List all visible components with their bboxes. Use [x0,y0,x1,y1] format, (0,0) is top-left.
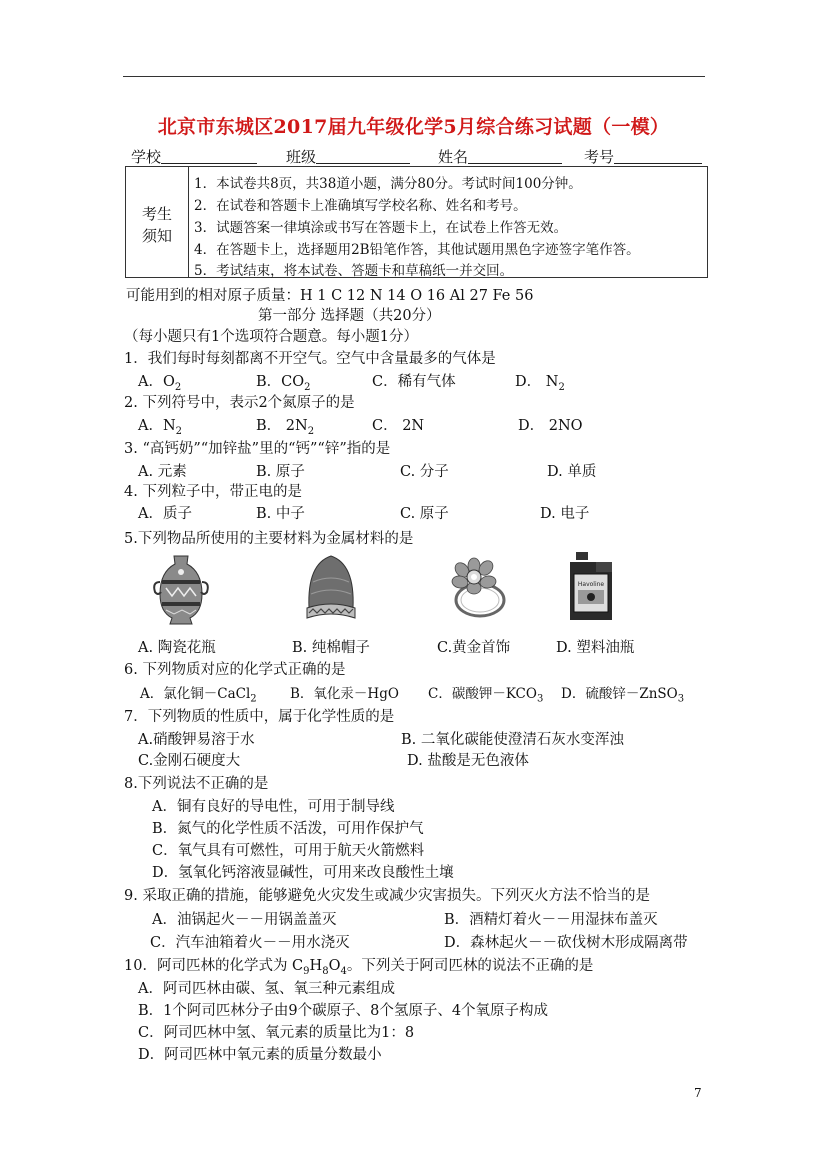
q2-option-a[interactable]: A．$N_2$ [138,418,183,437]
q8-option-a[interactable]: A．铜有良好的导电性，可用于制导线 [152,799,395,815]
q10-option-a[interactable]: A．阿司匹林由碳、氢、氧三种元素组成 [138,981,395,997]
q5-option-c[interactable]: C.黄金首饰 [437,640,511,656]
q5-option-a[interactable]: A. 陶瓷花瓶 [138,640,216,656]
bottle-brand: Havoline [577,581,605,588]
q8-option-d[interactable]: D．氢氧化钙溶液显碱性，可用来改良酸性土壤 [152,865,454,881]
q3-option-d[interactable]: D. 单质 [547,464,597,480]
name-field [438,146,562,167]
class-blank[interactable] [316,149,410,164]
number-label: 考号 [584,148,615,166]
school-field [131,146,257,167]
notice-item: 2．在试卷和答题卡上准确填写学校名称、姓名和考号。 [194,198,527,214]
q6-option-d[interactable]: D．硫酸锌－ZnSO$_3$ [561,686,685,705]
number-field [584,146,702,167]
q9-option-b[interactable]: B．酒精灯着火－－用湿抹布盖灭 [444,912,658,928]
q10-option-b[interactable]: B．1个阿司匹林分子由9个碳原子、8个氢原子、4个氧原子构成 [138,1003,549,1019]
question-5-stem: 5.下列物品所使用的主要材料为金属材料的是 [124,531,414,547]
question-3-stem: 3. “高钙奶”“加锌盐”里的“钙”“锌”指的是 [124,441,391,457]
q4-option-c[interactable]: C. 原子 [400,506,449,522]
q5-option-b[interactable]: B. 纯棉帽子 [292,640,370,656]
class-field [286,146,410,167]
q7-option-a[interactable]: A.硝酸钾易溶于水 [138,732,255,748]
q7-option-d[interactable]: D. 盐酸是无色液体 [407,753,529,769]
notice-label-cell [126,167,189,277]
notice-label-2: 须知 [141,227,172,245]
question-8-stem: 8.下列说法不正确的是 [124,776,269,792]
page-number: 7 [694,1086,702,1100]
question-9-stem: 9. 采取正确的措施，能够避免火灾发生或减少灾害损失。下列灭火方法不恰当的是 [124,888,650,904]
q6-option-c[interactable]: C．碳酸钾$-KCO_3$ [428,686,544,705]
atomic-masses: 可能用到的相对原子质量：H 1 C 12 N 14 O 16 Al 27 Fe 56 [126,288,534,304]
q2-option-d[interactable]: D． 2NO [518,418,583,434]
q10-option-c[interactable]: C．阿司匹林中氢、氧元素的质量比为1：8 [138,1025,415,1041]
school-label: 学校 [131,148,162,166]
name-label: 姓名 [438,148,469,166]
q8-option-b[interactable]: B．氮气的化学性质不活泼，可用作保护气 [152,821,424,837]
notice-label-1: 考生 [141,205,172,223]
question-7-stem: 7．下列物质的性质中，属于化学性质的是 [124,709,395,725]
q9-option-a[interactable]: A．油锅起火－－用锅盖盖灭 [152,912,337,928]
q6-option-a[interactable]: A．氯化铜－CaCl$_2$ [140,686,257,705]
question-6-stem: 6. 下列物质对应的化学式正确的是 [124,662,346,678]
class-label: 班级 [286,148,317,166]
gold-jewelry-image [440,552,510,622]
q10-option-d[interactable]: D．阿司匹林中氧元素的质量分数最小 [138,1047,382,1063]
q4-option-a[interactable]: A．质子 [138,506,192,522]
q1-option-c[interactable]: C．稀有气体 [372,374,456,390]
q3-option-a[interactable]: A. 元素 [138,464,187,480]
question-1-stem: 1．我们每时每刻都离不开空气。空气中含量最多的气体是 [124,351,496,367]
question-10-stem: 10．阿司匹林的化学式为 $C_9H_8O_4$。下列关于阿司匹林的说法不正确的是 [124,958,594,977]
q9-option-c[interactable]: C．汽车油箱着火－－用水浇灭 [150,935,350,951]
notice-item: 1．本试卷共8页，共38道小题，满分80分。考试时间100分钟。 [194,176,582,192]
cotton-hat-image [303,552,359,622]
q1-option-b[interactable]: B．$CO_2$ [256,374,311,393]
question-2-stem: 2. 下列符号中，表示2个氮原子的是 [124,395,355,411]
ceramic-vase-image [152,552,210,626]
q7-option-b[interactable]: B. 二氧化碳能使澄清石灰水变浑浊 [401,732,624,748]
notice-item: 4．在答题卡上，选择题用2B铅笔作答，其他试题用黑色字迹签字笔作答。 [194,242,640,258]
school-blank[interactable] [161,149,257,164]
q4-option-b[interactable]: B. 中子 [256,506,305,522]
question-4-stem: 4. 下列粒子中，带正电的是 [124,484,302,500]
q6-option-b[interactable]: B．氧化汞－HgO [290,686,399,702]
q3-option-c[interactable]: C. 分子 [400,464,449,480]
q2-option-c[interactable]: C． 2N [372,418,425,434]
q5-option-d[interactable]: D. 塑料油瓶 [556,640,635,656]
q9-option-d[interactable]: D．森林起火－－砍伐树木形成隔离带 [444,935,688,951]
notice-box [125,166,708,278]
q4-option-d[interactable]: D. 电子 [540,506,590,522]
name-blank[interactable] [468,149,562,164]
notice-item: 5．考试结束，将本试卷、答题卡和草稿纸一并交回。 [194,263,514,279]
number-blank[interactable] [614,149,702,164]
header-rule [123,76,705,77]
q1-option-a[interactable]: A．$O_2$ [138,374,182,393]
q2-option-b[interactable]: B． $2N_2$ [256,418,315,437]
page-title: 北京市东城区2017届九年级化学5月综合练习试题（一模） [157,116,670,138]
q7-option-c[interactable]: C.金刚石硬度大 [138,753,241,769]
q3-option-b[interactable]: B. 原子 [256,464,305,480]
part1-title: 第一部分 选择题（共20分） [258,308,441,324]
q1-option-d[interactable]: D． $N_2$ [515,374,565,393]
notice-item: 3．试题答案一律填涂或书写在答题卡上，在试卷上作答无效。 [194,220,568,236]
part1-note: （每小题只有1个选项符合题意。每小题1分） [124,329,418,345]
q8-option-c[interactable]: C．氧气具有可燃性，可用于航天火箭燃料 [152,843,425,859]
plastic-oil-bottle-image [566,550,616,624]
